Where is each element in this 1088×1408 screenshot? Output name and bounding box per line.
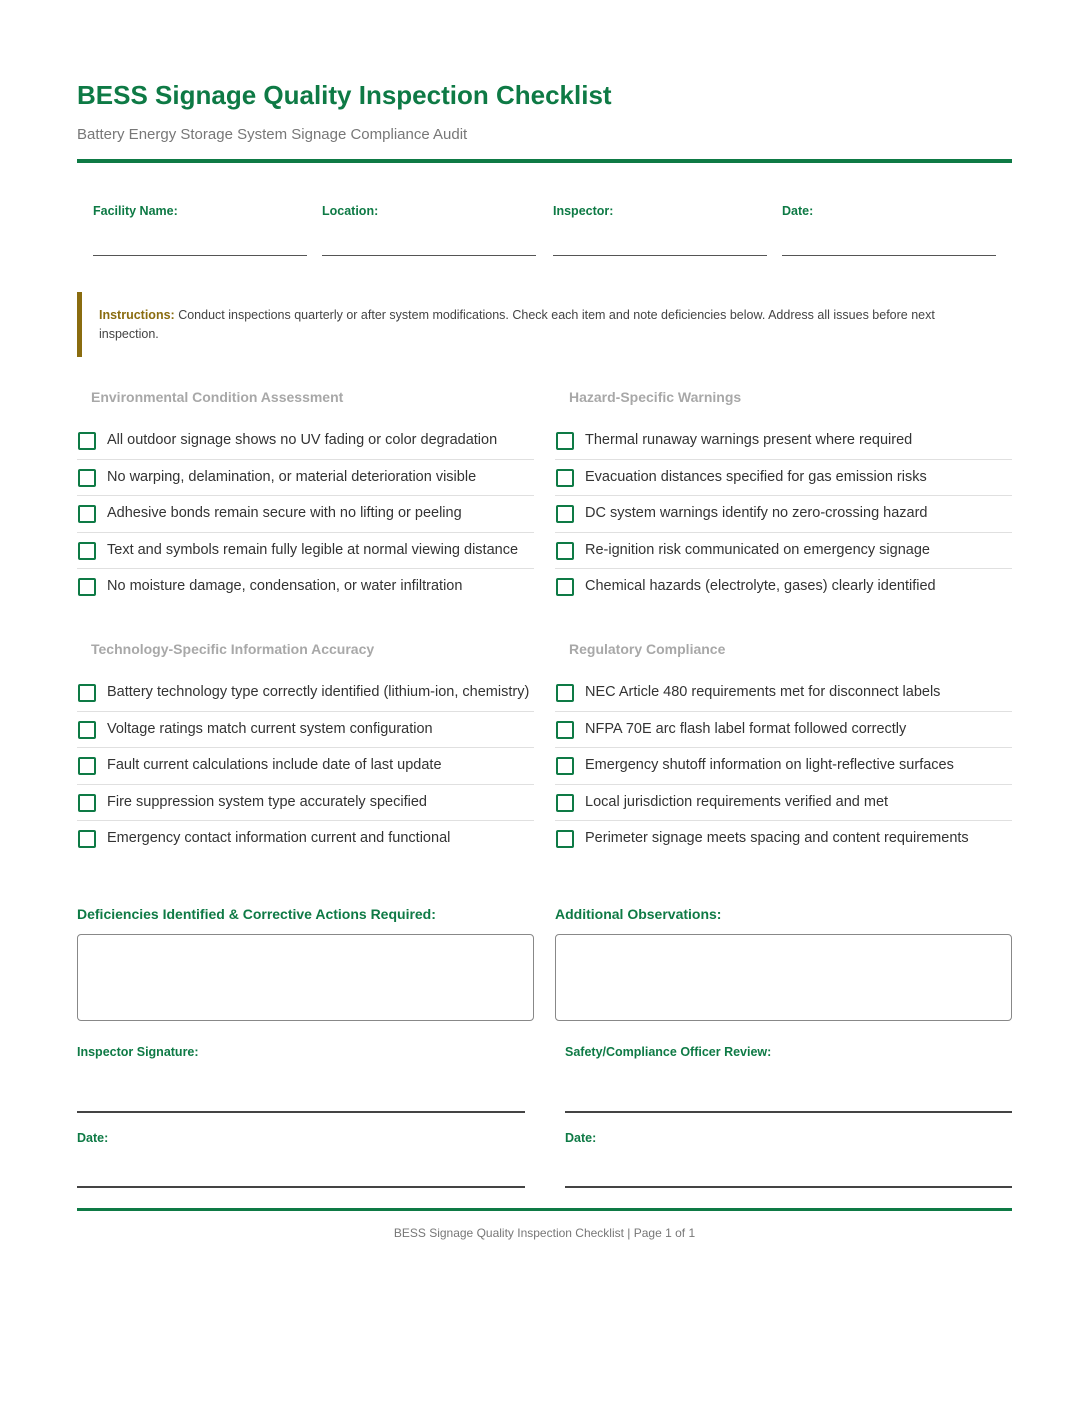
checkbox[interactable]	[78, 469, 96, 487]
location-label: Location:	[322, 204, 379, 218]
section-title: Regulatory Compliance	[569, 641, 726, 657]
checkbox[interactable]	[78, 505, 96, 523]
date-field[interactable]	[782, 204, 996, 218]
checklist-item[interactable]	[555, 748, 1012, 785]
checklist-item-label: Fault current calculations include date of last update	[107, 757, 442, 773]
checklist-item-label: NFPA 70E arc flash label format followed correctly	[585, 720, 907, 737]
facility-name-label: Facility Name:	[93, 204, 178, 218]
observations-label: Additional Observations:	[555, 906, 722, 922]
checkbox[interactable]	[556, 542, 574, 560]
checklist-item[interactable]	[555, 569, 1012, 606]
officer-review-label: Safety/Compliance Officer Review:	[565, 1045, 772, 1059]
instructions-box	[77, 292, 1012, 357]
date-line[interactable]	[782, 255, 996, 256]
checkbox[interactable]	[556, 578, 574, 596]
checkbox[interactable]	[556, 721, 574, 739]
section-title: Hazard-Specific Warnings	[569, 389, 742, 405]
checkbox[interactable]	[556, 432, 574, 450]
checkbox[interactable]	[556, 830, 574, 848]
checklist-item-label: Battery technology type correctly identified (lithium-ion, chemistry)	[107, 684, 530, 700]
checkbox[interactable]	[78, 794, 96, 812]
inspector-signature-line[interactable]	[77, 1111, 525, 1113]
checklist-item-label: Text and symbols remain fully legible at normal viewing distance	[107, 541, 519, 558]
checklist-item-label: Thermal runaway warnings present where required	[585, 432, 913, 448]
section-title: Environmental Condition Assessment	[91, 389, 344, 405]
checkbox[interactable]	[78, 542, 96, 560]
checklist-item-label: Emergency shutoff information on light-reflective surfaces	[585, 757, 954, 773]
checkbox[interactable]	[556, 469, 574, 487]
checklist-item[interactable]	[77, 569, 534, 606]
checklist-item[interactable]	[555, 675, 1012, 712]
checklist-item[interactable]	[77, 423, 534, 460]
checklist-item[interactable]	[77, 821, 534, 858]
officer-review-line[interactable]	[565, 1111, 1012, 1113]
observations-textarea[interactable]	[555, 934, 1012, 1021]
checkbox[interactable]	[78, 721, 96, 739]
inspector-field[interactable]	[553, 204, 767, 218]
checklist-item-label: All outdoor signage shows no UV fading or color degradation	[107, 432, 498, 448]
checklist-item-label: Local jurisdiction requirements verified and met	[585, 793, 889, 810]
checklist-item[interactable]	[77, 675, 534, 712]
checklist-item-label: No moisture damage, condensation, or water infiltration	[107, 578, 463, 594]
checklist-item-label: Re-ignition risk communicated on emergency signage	[585, 541, 930, 558]
checklist-item-label: Fire suppression system type accurately specified	[107, 793, 427, 810]
location-line[interactable]	[322, 255, 536, 256]
checklist-page	[77, 0, 1012, 1408]
checklist-item[interactable]	[77, 785, 534, 822]
instructions-text: Conduct inspections quarterly or after system modifications. Check each item and note deficiencies below. Address all issues before next inspection.	[99, 308, 935, 341]
checklist-item[interactable]	[555, 785, 1012, 822]
checkbox[interactable]	[78, 830, 96, 848]
inspector-date-label: Date:	[77, 1131, 109, 1145]
inspector-signature-label: Inspector Signature:	[77, 1045, 199, 1059]
inspector-date-line[interactable]	[77, 1186, 525, 1188]
checkbox[interactable]	[78, 684, 96, 702]
checkbox[interactable]	[556, 794, 574, 812]
checklist-items	[77, 423, 534, 606]
checklist-item-label: Voltage ratings match current system configuration	[107, 720, 433, 737]
checklist-item[interactable]	[555, 821, 1012, 858]
checklist-item-label: Emergency contact information current and functional	[107, 830, 451, 846]
page-title: BESS Signage Quality Inspection Checklist	[77, 80, 612, 110]
checkbox[interactable]	[78, 578, 96, 596]
checklist-item[interactable]	[77, 496, 534, 533]
checkbox[interactable]	[556, 757, 574, 775]
checklist-item[interactable]	[555, 712, 1012, 749]
checklist-item-label: No warping, delamination, or material deterioration visible	[107, 468, 477, 485]
checkbox[interactable]	[556, 505, 574, 523]
checklist-item[interactable]	[555, 533, 1012, 570]
page-subtitle: Battery Energy Storage System Signage Compliance Audit	[77, 126, 468, 143]
inspector-label: Inspector:	[553, 204, 614, 218]
page-footer: BESS Signage Quality Inspection Checklist | Page 1 of 1	[393, 1226, 696, 1240]
checklist-item[interactable]	[77, 533, 534, 570]
date-label: Date:	[782, 204, 814, 218]
checkbox[interactable]	[78, 432, 96, 450]
inspector-line[interactable]	[553, 255, 767, 256]
checklist-item[interactable]	[555, 460, 1012, 497]
checklist-item[interactable]	[77, 712, 534, 749]
checklist-item-label: Perimeter signage meets spacing and content requirements	[585, 830, 969, 846]
deficiencies-label: Deficiencies Identified & Corrective Actions Required:	[77, 906, 436, 922]
header-divider	[77, 159, 1012, 163]
checklist-item-label: DC system warnings identify no zero-crossing hazard	[585, 505, 928, 521]
officer-date-line[interactable]	[565, 1186, 1012, 1188]
location-field[interactable]	[322, 204, 536, 218]
footer-divider	[77, 1208, 1012, 1211]
section-title: Technology-Specific Information Accuracy	[91, 641, 375, 657]
facility-name-field[interactable]	[93, 204, 307, 218]
checklist-item[interactable]	[77, 748, 534, 785]
checklist-item[interactable]	[77, 460, 534, 497]
checklist-item[interactable]	[555, 423, 1012, 460]
checklist-item-label: Evacuation distances specified for gas emission risks	[585, 468, 927, 485]
checklist-items	[555, 675, 1012, 858]
checklist-items	[555, 423, 1012, 606]
checklist-item[interactable]	[555, 496, 1012, 533]
facility-name-line[interactable]	[93, 255, 307, 256]
officer-date-label: Date:	[565, 1131, 597, 1145]
checkbox[interactable]	[78, 757, 96, 775]
checklist-items	[77, 675, 534, 858]
checklist-item-label: Adhesive bonds remain secure with no lifting or peeling	[107, 505, 462, 521]
deficiencies-textarea[interactable]	[77, 934, 534, 1021]
instructions-label: Instructions:	[99, 308, 175, 322]
checklist-item-label: Chemical hazards (electrolyte, gases) clearly identified	[585, 578, 936, 594]
checklist-item-label: NEC Article 480 requirements met for disconnect labels	[585, 684, 941, 700]
checkbox[interactable]	[556, 684, 574, 702]
